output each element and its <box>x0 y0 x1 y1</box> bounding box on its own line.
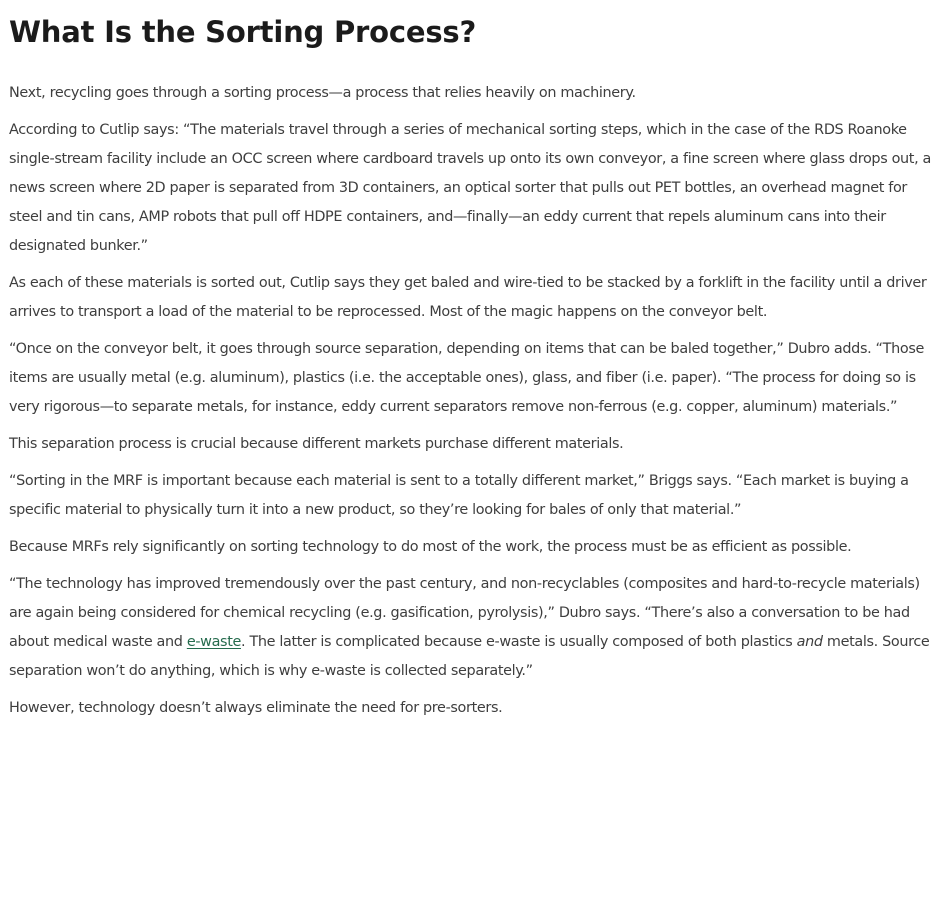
paragraph-pre-sorters: However, technology doesn’t always eliminate the need for pre-sorters. <box>9 700 503 716</box>
paragraph-intro: Next, recycling goes through a sorting process—a process that relies heavily on machinery. <box>9 85 636 101</box>
paragraph-technology-quote <box>9 570 937 686</box>
paragraph-text-segment: “The technology has improved tremendously over the past century, and non-recyclables (composites and hard-to-recycle materials) are again being considered for chemical recycling (e.g. gasification, pyrolysis),” Dubro says. “There’s also a conversation to be had about medical waste and <box>9 576 920 650</box>
paragraph-text-segment: metals. Source separation won’t do anything, which is why e-waste is collected separately.” <box>9 634 930 679</box>
e-waste-link[interactable]: e-waste <box>186 634 241 650</box>
paragraph-markets: This separation process is crucial because different markets purchase different materials. <box>9 436 624 452</box>
section-heading: What Is the Sorting Process? <box>9 15 477 49</box>
paragraph-text-segment: . The latter is complicated because e-waste is usually composed of both plastics <box>241 634 797 650</box>
paragraph-dubro-quote: “Once on the conveyor belt, it goes through source separation, depending on items that can be baled together,” Dubro adds. “Those items are usually metal (e.g. aluminum), plastics (i.e. the acceptable ones), glass, and fiber (i.e. paper). “The process for doing so is very rigorous—to separate metals, for instance, eddy current separators remove non-ferrous (e.g. copper, aluminum) materials.” <box>9 341 924 415</box>
paragraph-briggs-quote: “Sorting in the MRF is important because each material is sent to a totally different market,” Briggs says. “Each market is buying a specific material to physically turn it into a new product, so they’re looking for bales of only that material.” <box>9 473 909 518</box>
emphasis-text: and <box>796 634 823 650</box>
paragraph-cutlip-quote: According to Cutlip says: “The materials travel through a series of mechanical sorting steps, which in the case of the RDS Roanoke single-stream facility include an OCC screen where cardboard travels up onto its own conveyor, a fine screen where glass drops out, a news screen where 2D paper is separated from 3D containers, an optical sorter that pulls out PET bottles, an overhead magnet for steel and tin cans, AMP robots that pull off HDPE containers, and—finally—an eddy current that repels aluminum cans into their designated bunker.” <box>9 122 931 254</box>
paragraph-efficiency: Because MRFs rely significantly on sorting technology to do most of the work, the process must be as efficient as possible. <box>9 539 852 555</box>
paragraph-baling: As each of these materials is sorted out, Cutlip says they get baled and wire-tied to be stacked by a forklift in the facility until a driver arrives to transport a load of the material to be reprocessed. Most of the magic happens on the conveyor belt. <box>9 275 927 320</box>
